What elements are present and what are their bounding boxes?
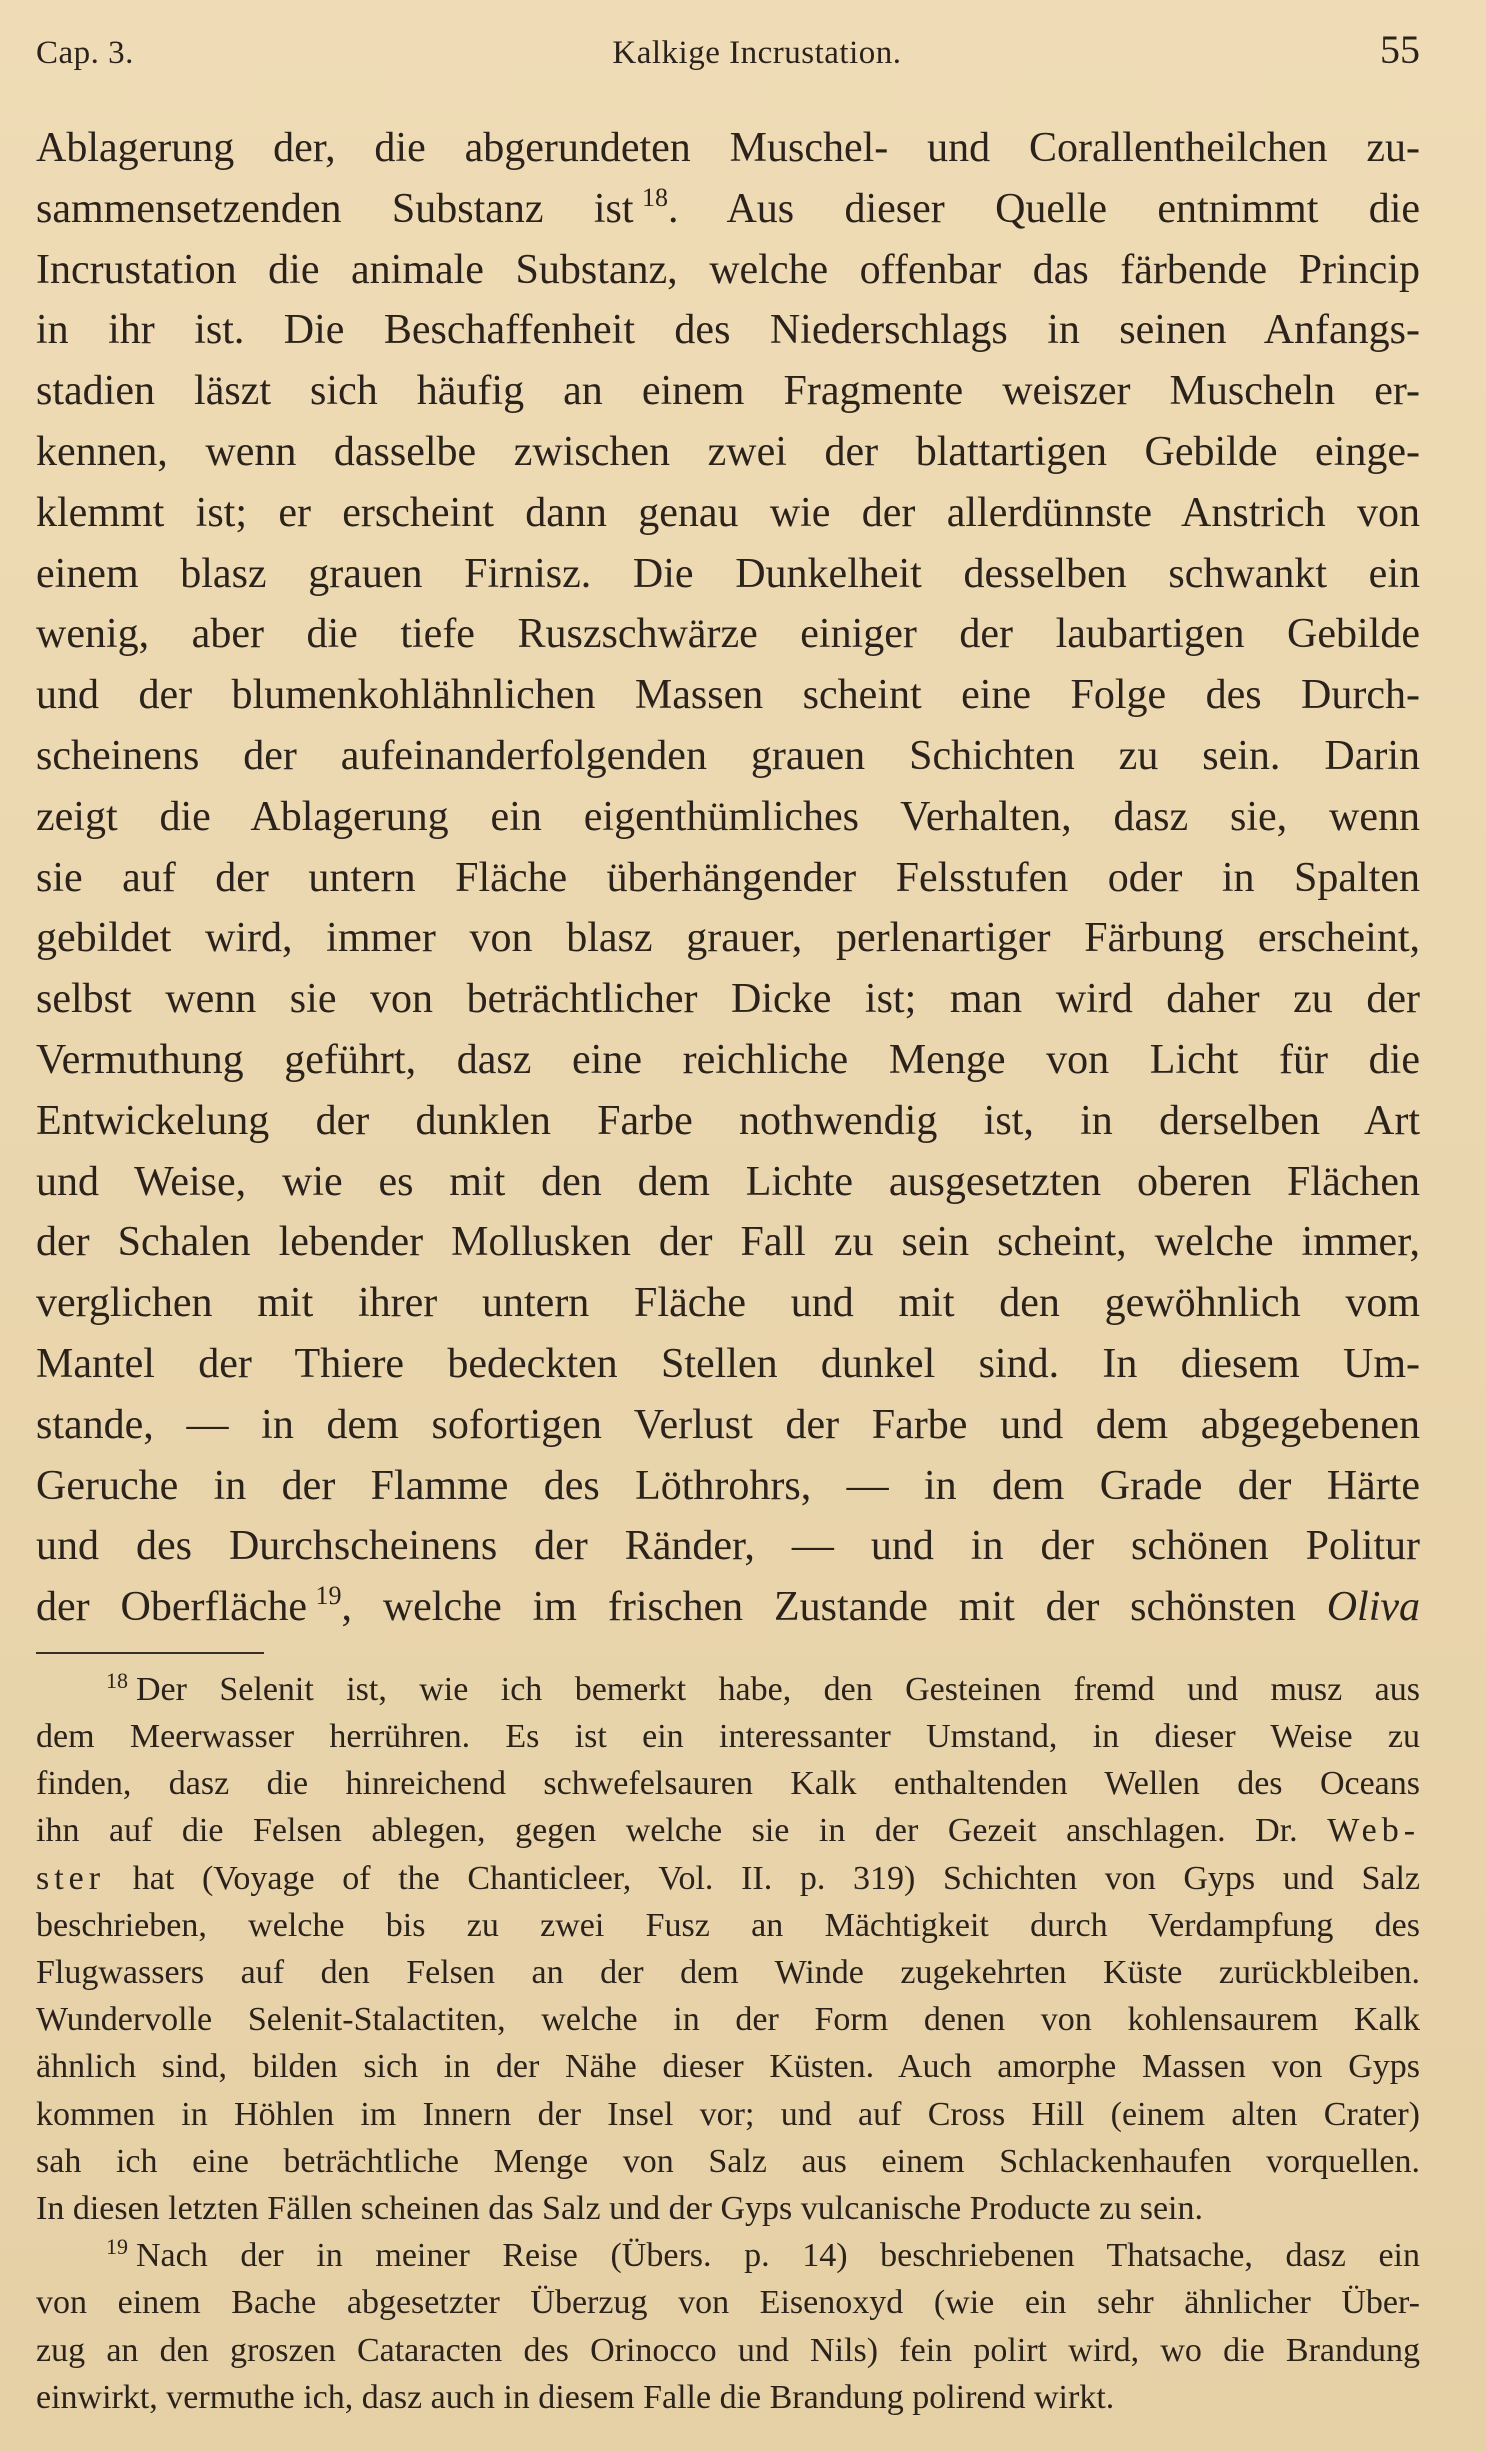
footnote-line — [36, 2232, 1420, 2279]
footnote-ref[interactable]: 19 — [315, 1581, 342, 1611]
footnote-line: dem Meerwasser herrühren. Es ist ein interessanter Umstand, in dieser Weise zu — [36, 1718, 1420, 1756]
text-line: stande, — in dem sofortigen Verlust der Farbe und dem abgegebenen — [36, 1401, 1420, 1448]
footnote-line: In diesen letzten Fällen scheinen das Salz und der Gyps vulcanische Producte zu sein. — [36, 2189, 1203, 2227]
text-line: kennen, wenn dasselbe zwischen zwei der blattartigen Gebilde einge- — [36, 428, 1420, 475]
footnote-line: ähnlich sind, bilden sich in der Nähe dieser Küsten. Auch amorphe Massen von Gyps — [36, 2048, 1420, 2086]
running-title: Kalkige Incrustation. — [612, 35, 902, 71]
text-line: Vermuthung geführt, dasz eine reichliche Menge von Licht für die — [36, 1036, 1420, 1083]
footnote-line: finden, dasz die hinreichend schwefelsauren Kalk enthaltenden Wellen des Oceans — [36, 1765, 1420, 1803]
text-line: klemmt ist; er erscheint dann genau wie der allerdünnste Anstrich von — [36, 489, 1420, 536]
text-line: stadien läszt sich häufig an einem Fragmente weiszer Muscheln er- — [36, 368, 1420, 415]
footnote-line — [36, 1807, 1420, 1854]
footnote-line: Wundervolle Selenit-Stalactiten, welche in der Form denen von kohlensaurem Kalk — [36, 2001, 1420, 2039]
page-number: 55 — [1379, 27, 1420, 72]
text-line: verglichen mit ihrer untern Fläche und mit den gewöhnlich vom — [36, 1280, 1420, 1327]
text-line: scheinens der aufeinanderfolgenden grauen Schichten zu sein. Darin — [36, 732, 1420, 779]
text-line: der Schalen lebender Mollusken der Fall zu sein scheint, welche immer, — [36, 1219, 1420, 1266]
footnote-line: Flugwassers auf den Felsen an der dem Winde zugekehrten Küste zurückbleiben. — [36, 1954, 1420, 1992]
footnote-line — [36, 1855, 1420, 1902]
text-line: Ablagerung der, die abgerundeten Muschel- und Corallentheilchen zu- — [36, 125, 1420, 171]
footnote-separator — [36, 1652, 264, 1654]
footnote-line: zug an den groszen Cataracten des Orinocco und Nils) fein polirt wird, wo die Brandung — [36, 2331, 1420, 2369]
footnote-19 — [36, 2232, 1420, 2421]
footnote-line: von einem Bache abgesetzter Überzug von Eisenoxyd (wie ein sehr ähnlicher Über- — [36, 2284, 1420, 2322]
author-name: ster — [36, 1859, 106, 1897]
text-line: selbst wenn sie von beträchtlicher Dicke ist; man wird daher zu der — [36, 976, 1420, 1023]
text-fragment: Nach der in meiner Reise (Übers. p. 14) beschriebenen Thatsache, dasz ein — [136, 2237, 1420, 2275]
footnotes — [36, 1666, 1420, 2421]
running-head — [36, 0, 1420, 72]
text-line: zeigt die Ablagerung ein eigenthümliches Verhalten, dasz sie, wenn — [36, 793, 1420, 840]
footnote-number: 18 — [106, 1667, 128, 1693]
footnote-line — [36, 1666, 1420, 1713]
text-line: Entwickelung der dunklen Farbe nothwendig ist, in derselben Art — [36, 1097, 1420, 1144]
footnote-line: einwirkt, vermuthe ich, dasz auch in diesem Falle die Brandung polirend wirkt. — [36, 2378, 1115, 2416]
main-text — [36, 118, 1420, 1638]
footnote-line: beschrieben, welche bis zu zwei Fusz an Mächtigkeit durch Verdampfung des — [36, 1906, 1420, 1944]
text-line: und der blumenkohlähnlichen Massen scheint eine Folge des Durch- — [36, 672, 1420, 719]
text-fragment: ihn auf die Felsen ablegen, gegen welche sie in der Gezeit anschlagen. Dr. — [36, 1812, 1298, 1850]
text-line: in ihr ist. Die Beschaffenheit des Niederschlags in seinen Anfangs- — [36, 307, 1420, 354]
text-fragment: Der Selenit ist, wie ich bemerkt habe, den Gesteinen fremd und musz aus — [136, 1670, 1420, 1708]
author-name: Web- — [1327, 1812, 1420, 1850]
italic-genus: Oliva — [1326, 1584, 1420, 1631]
footnote-line: sah ich eine beträchtliche Menge von Salz aus einem Schlackenhaufen vorquellen. — [36, 2142, 1420, 2180]
chapter-label: Cap. 3. — [36, 35, 134, 71]
text-line: sie auf der untern Fläche überhängender Felsstufen oder in Spalten — [36, 854, 1420, 901]
text-line: Geruche in der Flamme des Löthrohrs, — in dem Grade der Härte — [36, 1462, 1420, 1509]
text-fragment: . Aus dieser Quelle entnimmt die — [667, 185, 1420, 232]
text-fragment: der Oberfläche — [36, 1584, 308, 1631]
text-line: und Weise, wie es mit den dem Lichte ausgesetzten oberen Flächen — [36, 1158, 1420, 1205]
text-line: und des Durchscheinens der Ränder, — und in der schönen Politur — [36, 1523, 1420, 1570]
text-line: einem blasz grauen Firnisz. Die Dunkelheit desselben schwankt ein — [36, 550, 1420, 597]
footnote-ref[interactable]: 18 — [641, 182, 668, 212]
text-line: wenig, aber die tiefe Ruszschwärze einiger der laubartigen Gebilde — [36, 611, 1420, 658]
text-fragment: sammensetzenden Substanz ist — [36, 185, 634, 232]
text-fragment: , welche im frischen Zustande mit der schönsten — [341, 1584, 1296, 1631]
footnote-18 — [36, 1666, 1420, 2232]
text-line — [36, 179, 1420, 240]
text-line: Mantel der Thiere bedeckten Stellen dunkel sind. In diesem Um- — [36, 1340, 1420, 1387]
text-line — [36, 1577, 1420, 1638]
text-line: Incrustation die animale Substanz, welche offenbar das färbende Princip — [36, 246, 1420, 293]
text-fragment: hat (Voyage of the Chanticleer, Vol. II. p. 319) Schichten von Gyps und Salz — [132, 1859, 1420, 1897]
footnote-line: kommen in Höhlen im Innern der Insel vor; und auf Cross Hill (einem alten Crater) — [36, 2095, 1420, 2133]
text-line: gebildet wird, immer von blasz grauer, perlenartiger Färbung erscheint, — [36, 915, 1420, 962]
footnote-number: 19 — [106, 2234, 128, 2260]
